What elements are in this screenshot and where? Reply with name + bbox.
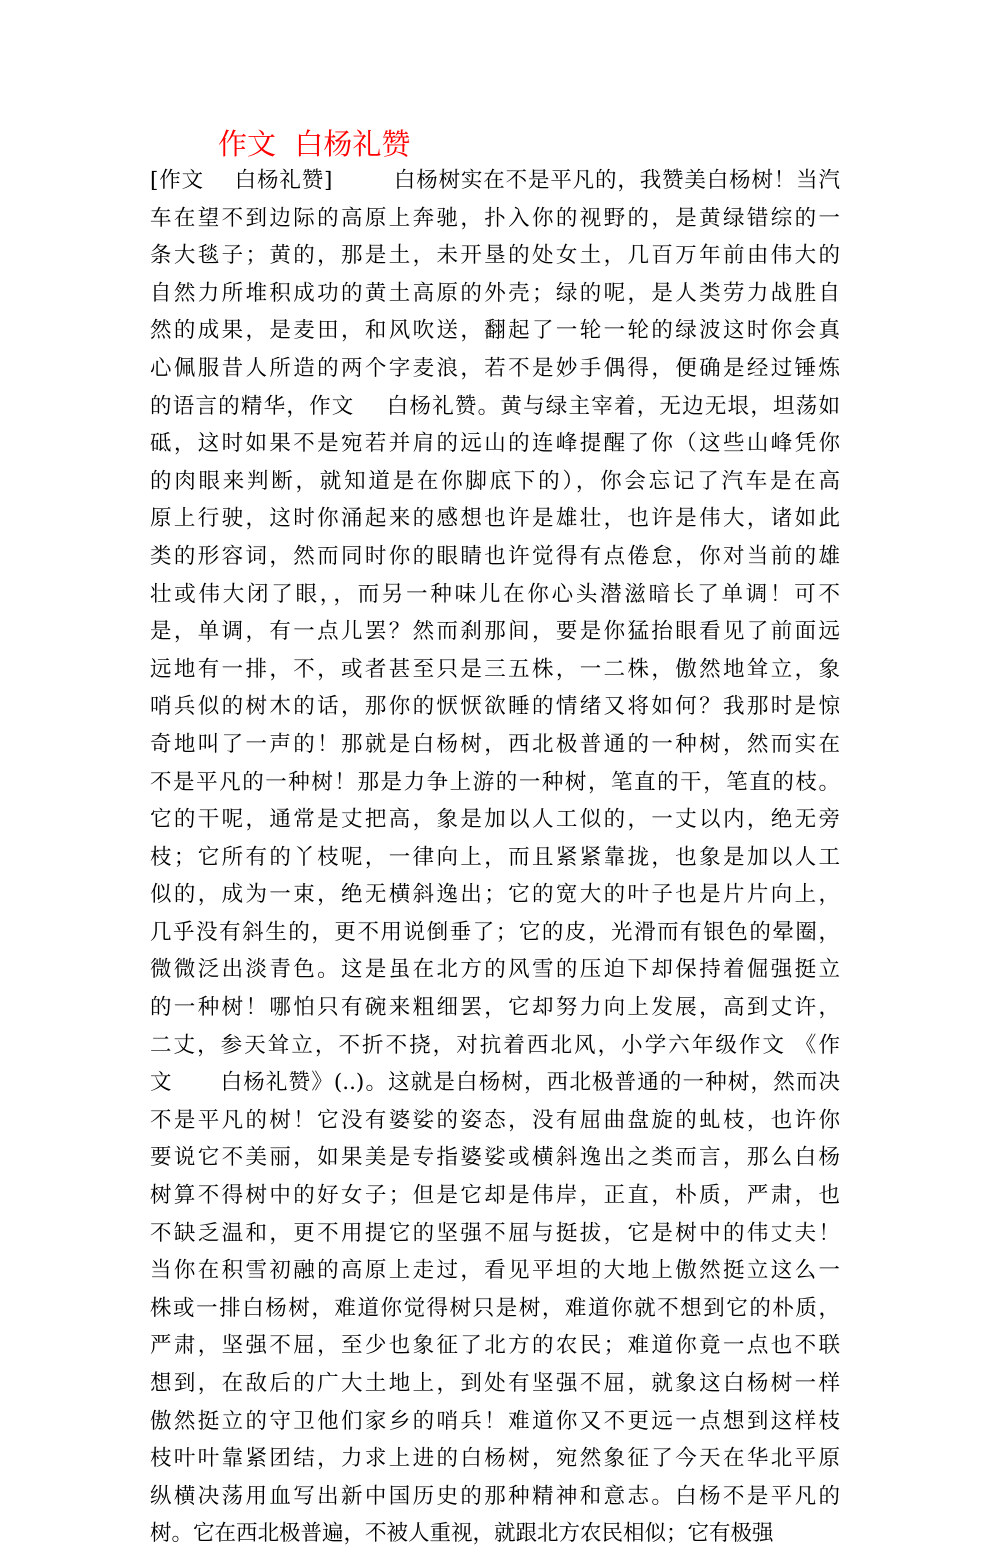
text-line: [作文 白杨礼赞] 白杨树实在不是平凡的，我赞美白杨树！当汽 <box>150 168 840 193</box>
text-line: 车在望不到边际的高原上奔驰，扑入你的视野的，是黄绿错综的一 <box>150 205 840 231</box>
text-line: 不是平凡的树！它没有婆娑的姿态，没有屈曲盘旋的虬枝，也许你 <box>150 1107 840 1133</box>
text-line: 自然力所堆积成功的黄土高原的外壳；绿的呢，是人类劳力战胜自 <box>150 280 840 306</box>
text-line: 想到，在敌后的广大土地上，到处有坚强不屈，就象这白杨树一样 <box>150 1371 840 1396</box>
text-line: 的一种树！哪怕只有碗来粗细罢，它却努力向上发展，高到丈许， <box>150 995 840 1021</box>
text-line: 不是平凡的一种树！那是力争上游的一种树，笔直的干，笔直的枝。 <box>150 769 840 795</box>
text-line: 奇地叫了一声的！那就是白杨树，西北极普通的一种树，然而实在 <box>150 731 840 757</box>
text-line: 纵横决荡用血写出新中国历史的那种精神和意志。白杨不是平凡的 <box>150 1483 840 1509</box>
text-line: 条大毯子；黄的，那是土，未开垦的处女土，几百万年前由伟大的 <box>150 243 840 269</box>
text-line: 当你在积雪初融的高原上走过，看见平坦的大地上傲然挺立这么一 <box>150 1258 840 1284</box>
text-line: 株或一排白杨树，难道你觉得树只是树，难道你就不想到它的朴质， <box>150 1295 840 1321</box>
text-line: 傲然挺立的守卫他们家乡的哨兵！难道你又不更远一点想到这样枝 <box>150 1408 840 1434</box>
text-line: 的语言的精华，作文 白杨礼赞。黄与绿主宰着，无边无垠，坦荡如 <box>150 393 840 419</box>
text-line: 枝叶叶靠紧团结，力求上进的白杨树，宛然象征了今天在华北平原 <box>150 1446 840 1472</box>
text-line: 原上行驶，这时你涌起来的感想也许是雄壮，也许是伟大，诸如此 <box>150 506 840 532</box>
document-body <box>150 162 840 1553</box>
text-line: 它的干呢，通常是丈把高，象是加以人工似的，一丈以内，绝无旁 <box>150 807 840 833</box>
text-line: 严肃，坚强不屈，至少也象征了北方的农民；难道你竟一点也不联 <box>150 1333 840 1359</box>
text-line: 树。它在西北极普遍，不被人重视，就跟北方农民相似；它有极强 <box>150 1521 774 1547</box>
text-line: 壮或伟大闭了眼，，而另一种味儿在你心头潜滋暗长了单调！可不 <box>150 581 840 607</box>
text-line: 微微泛出淡青色。这是虽在北方的风雪的压迫下却保持着倔强挺立 <box>150 957 840 983</box>
text-line: 不缺乏温和，更不用提它的坚强不屈与挺拔，它是树中的伟丈夫！ <box>150 1220 840 1246</box>
text-line: 远地有一排，不，或者甚至只是三五株，一二株，傲然地耸立，象 <box>150 656 840 682</box>
text-line: 似的，成为一束，绝无横斜逸出；它的宽大的叶子也是片片向上， <box>150 882 840 908</box>
text-line: 要说它不美丽，如果美是专指婆娑或横斜逸出之类而言，那么白杨 <box>150 1145 840 1171</box>
text-line: 枝；它所有的丫枝呢，一律向上，而且紧紧靠拢，也象是加以人工 <box>150 844 840 870</box>
text-line: 心佩服昔人所造的两个字麦浪，若不是妙手偶得，便确是经过锤炼 <box>150 355 840 381</box>
document-title: 作文 白杨礼赞 <box>218 127 411 161</box>
text-line: 砥，这时如果不是宛若并肩的远山的连峰提醒了你（这些山峰凭你 <box>150 431 840 457</box>
text-line: 文 白杨礼赞》(..)。这就是白杨树，西北极普通的一种树，然而决 <box>150 1070 840 1096</box>
text-line: 然的成果，是麦田，和风吹送，翻起了一轮一轮的绿波这时你会真 <box>150 318 840 344</box>
text-line: 类的形容词，然而同时你的眼睛也许觉得有点倦怠，你对当前的雄 <box>150 543 840 569</box>
text-line: 是，单调，有一点儿罢？然而刹那间，要是你猛抬眼看见了前面远 <box>150 619 840 645</box>
text-line: 哨兵似的树木的话，那你的恹恹欲睡的情绪又将如何？我那时是惊 <box>150 694 840 720</box>
text-line: 树算不得树中的好女子；但是它却是伟岸，正直，朴质，严肃，也 <box>150 1183 840 1209</box>
text-line: 二丈，参天耸立，不折不挠，对抗着西北风，小学六年级作文 《作 <box>150 1032 840 1058</box>
text-line: 几乎没有斜生的，更不用说倒垂了；它的皮，光滑而有银色的晕圈， <box>150 919 840 945</box>
text-line: 的肉眼来判断，就知道是在你脚底下的），你会忘记了汽车是在高 <box>150 468 840 494</box>
